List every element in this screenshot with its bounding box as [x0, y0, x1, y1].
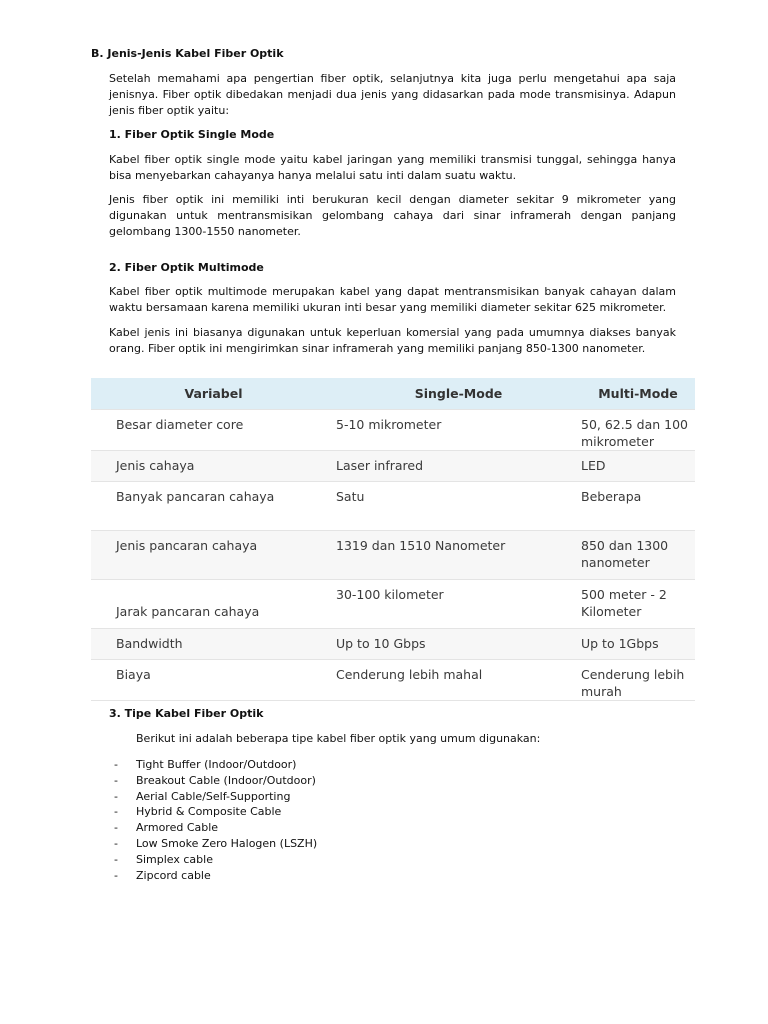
table-cell: Beberapa: [581, 482, 695, 531]
table-row: [91, 482, 695, 531]
table-cell: Cenderung lebih murah: [581, 660, 695, 701]
table-row: [91, 451, 695, 482]
table-cell: Jenis pancaran cahaya: [91, 531, 336, 580]
table-cell: Jenis cahaya: [91, 451, 336, 482]
table-cell: Biaya: [91, 660, 336, 701]
list-item: - Zipcord cable: [114, 868, 211, 882]
single-mode-paragraph-2: Jenis fiber optik ini memiliki inti berukuran kecil dengan diameter sekitar 9 mikrometer yang digunakan untuk mentransmisikan gelombang cahaya dari sinar inframerah dengan panjang gelombang 1300-1550 nanometer.: [109, 193, 676, 238]
table-row: [91, 410, 695, 451]
header-single-mode: Single-Mode: [336, 378, 581, 410]
tipe-heading: 3. Tipe Kabel Fiber Optik: [109, 707, 264, 720]
section-b-heading: B. Jenis-Jenis Kabel Fiber Optik: [91, 47, 284, 60]
table-cell: Bandwidth: [91, 629, 336, 660]
table-row: [91, 580, 695, 629]
list-item: - Armored Cable: [114, 821, 219, 835]
header-multi-mode: Multi-Mode: [581, 378, 695, 410]
table-cell: 1319 dan 1510 Nanometer: [336, 531, 581, 580]
single-mode-paragraph-1: Kabel fiber optik single mode yaitu kabel jaringan yang memiliki transmisi tunggal, sehingga hanya bisa menyebarkan cahayanya hanya melalui satu inti dalam suatu waktu.: [109, 153, 676, 182]
list-item: - Breakout Cable (Indoor/Outdoor): [114, 773, 316, 787]
table-cell: 850 dan 1300 nanometer: [581, 531, 695, 580]
list-item: - Aerial Cable/Self-Supporting: [114, 789, 291, 803]
table-cell: Satu: [336, 482, 581, 531]
table-cell: Besar diameter core: [91, 410, 336, 451]
table-header-row: [91, 378, 695, 410]
multimode-heading: 2. Fiber Optik Multimode: [109, 261, 264, 274]
table-cell: Jarak pancaran cahaya: [91, 580, 336, 629]
list-item: - Tight Buffer (Indoor/Outdoor): [114, 758, 297, 771]
tipe-intro: Berikut ini adalah beberapa tipe kabel fiber optik yang umum digunakan:: [136, 732, 541, 745]
table-cell: Cenderung lebih mahal: [336, 660, 581, 701]
table-cell: 500 meter - 2 Kilometer: [581, 580, 695, 629]
table-cell: LED: [581, 451, 695, 482]
table-cell: Banyak pancaran cahaya: [91, 482, 336, 531]
table-cell: Up to 10 Gbps: [336, 629, 581, 660]
cable-type-list: [114, 757, 317, 883]
table-row: [91, 660, 695, 701]
multimode-paragraph-1: Kabel fiber optik multimode merupakan kabel yang dapat mentransmisikan banyak cahayan dalam waktu bersamaan karena memiliki ukuran inti besar yang memiliki diameter sekitar 625 mikrometer.: [109, 285, 676, 314]
table-cell: 30-100 kilometer: [336, 580, 581, 629]
list-item: - Simplex cable: [114, 852, 213, 866]
single-mode-heading: 1. Fiber Optik Single Mode: [109, 128, 275, 141]
list-item: - Hybrid & Composite Cable: [114, 805, 282, 819]
table-cell: 50, 62.5 dan 100 mikrometer: [581, 410, 695, 451]
table-cell: Laser infrared: [336, 451, 581, 482]
header-variabel: Variabel: [91, 378, 336, 410]
list-item: - Low Smoke Zero Halogen (LSZH): [114, 836, 318, 850]
table-row: [91, 629, 695, 660]
section-b-intro: Setelah memahami apa pengertian fiber optik, selanjutnya kita juga perlu mengetahui apa saja jenisnya. Fiber optik dibedakan menjadi dua jenis yang didasarkan pada mode transmisinya. Adapun jenis fiber optik yaitu:: [109, 72, 676, 117]
table-cell: 5-10 mikrometer: [336, 410, 581, 451]
multimode-paragraph-2: Kabel jenis ini biasanya digunakan untuk keperluan komersial yang pada umumnya diakses banyak orang. Fiber optik ini mengirimkan sinar inframerah yang memiliki panjang 850-1300 nanometer.: [109, 326, 676, 355]
table-row: [91, 531, 695, 580]
table-cell: Up to 1Gbps: [581, 629, 695, 660]
comparison-table: [91, 378, 695, 701]
